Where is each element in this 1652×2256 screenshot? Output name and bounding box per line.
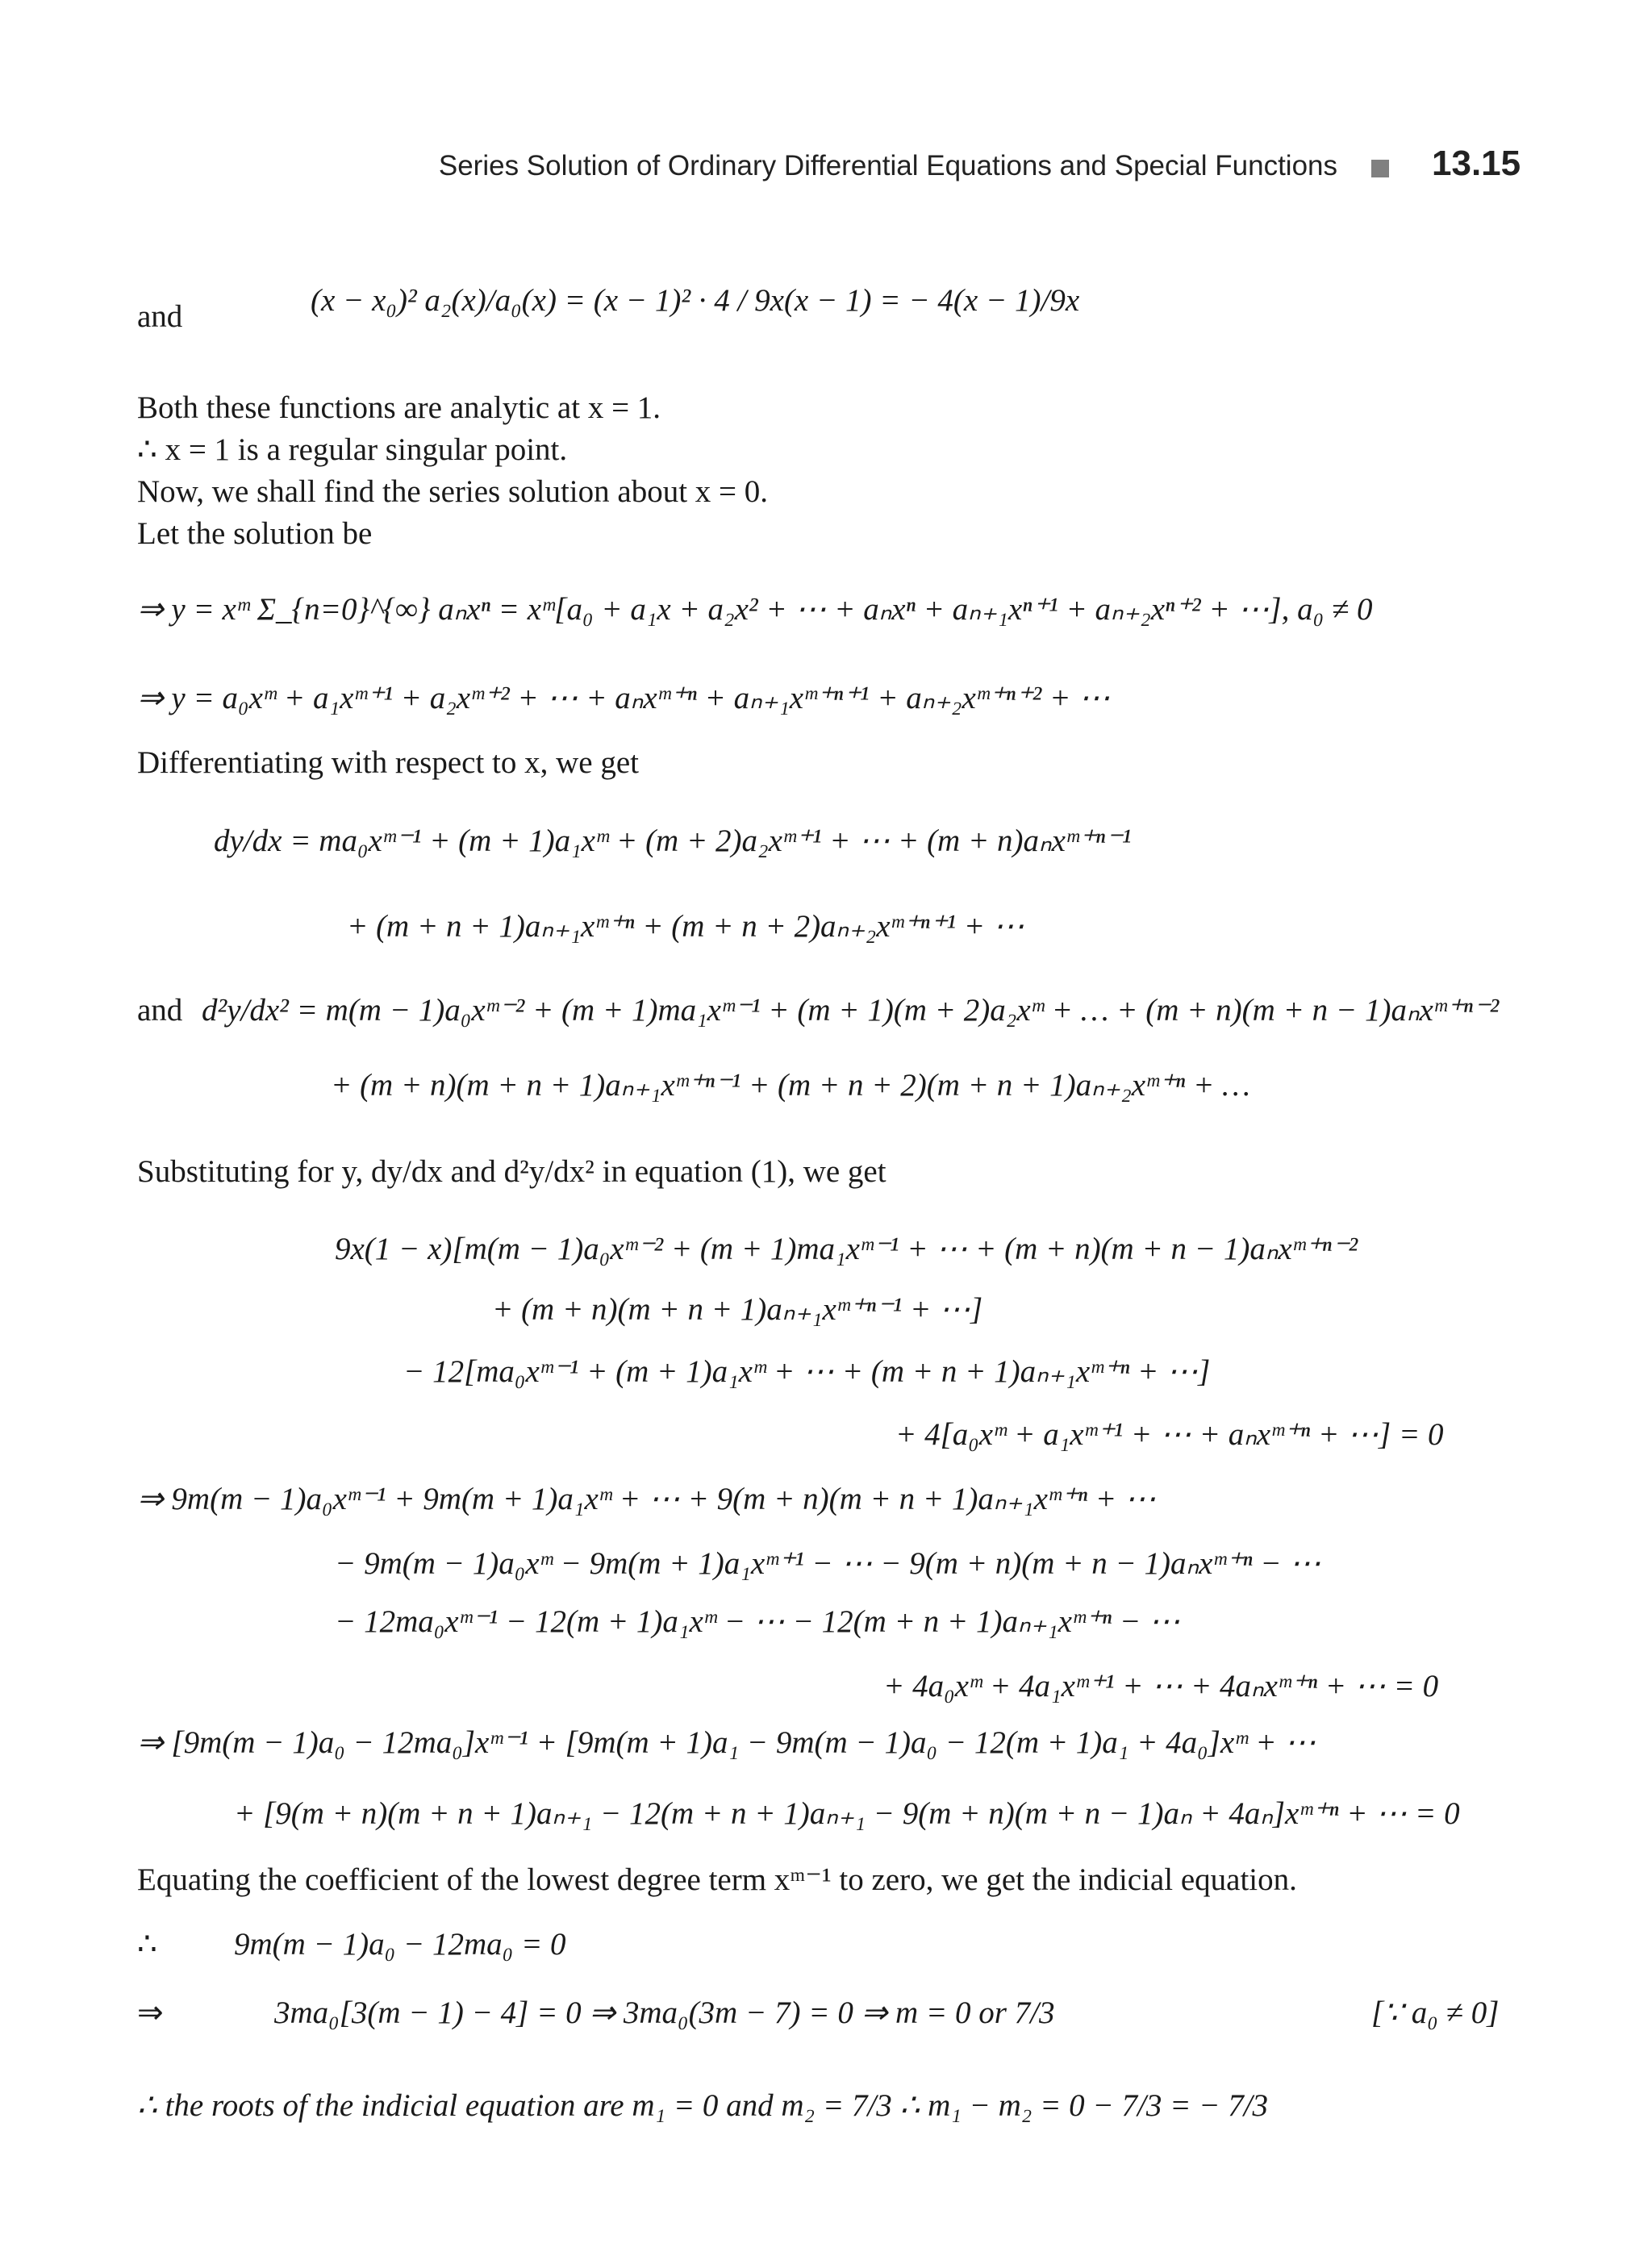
header-square-marker [1371,160,1389,177]
text-let-solution: Let the solution be [137,516,373,551]
equation-substituted-2: + (m + n)(m + n + 1)aₙ₊₁xᵐ⁺ⁿ⁻¹ + ⋯] [492,1292,983,1327]
equation-indicial-solved: 3ma₀[3(m − 1) − 4] = 0 ⇒ 3ma₀(3m − 7) = 0 ⇒ m = 0 or 7/3 [274,1995,1055,2030]
equation-collected-2: + [9(m + n)(m + n + 1)aₙ₊₁ − 12(m + n + 1)aₙ₊₁ − 9(m + n)(m + n − 1)aₙ + 4aₙ]xᵐ⁺ⁿ + ⋯ = 0 [234,1796,1460,1831]
equation-expanded-2: − 9m(m − 1)a₀xᵐ − 9m(m + 1)a₁xᵐ⁺¹ − ⋯ − 9(m + n)(m + n − 1)aₙxᵐ⁺ⁿ − ⋯ [335,1546,1321,1581]
equation-series-sum: ⇒ y = xᵐ Σ_{n=0}^{∞} aₙxⁿ = xᵐ[a₀ + a₁x + a₂x² + ⋯ + aₙxⁿ + aₙ₊₁xⁿ⁺¹ + aₙ₊₂xⁿ⁺² + ⋯], a₀ ≠ 0 [137,592,1373,627]
text-regular-singular: ∴ x = 1 is a regular singular point. [137,432,568,467]
line-and-label-1: and [137,299,183,334]
therefore-symbol: ∴ [137,1927,157,1962]
equation-first-derivative-cont: + (m + n + 1)aₙ₊₁xᵐ⁺ⁿ + (m + n + 2)aₙ₊₂xᵐ⁺ⁿ⁺¹ + ⋯ [347,909,1024,944]
implies-symbol: ⇒ [137,1995,164,2030]
equation-collected-1: ⇒ [9m(m − 1)a₀ − 12ma₀]xᵐ⁻¹ + [9m(m + 1)a₁ − 9m(m − 1)a₀ − 12(m + 1)a₁ + 4a₀]xᵐ + ⋯ [137,1725,1316,1760]
equation-expanded-4: + 4a₀xᵐ + 4a₁xᵐ⁺¹ + ⋯ + 4aₙxᵐ⁺ⁿ + ⋯ = 0 [883,1669,1439,1703]
equation-second-derivative-cont: + (m + n)(m + n + 1)aₙ₊₁xᵐ⁺ⁿ⁻¹ + (m + n + 2)(m + n + 1)aₙ₊₂xᵐ⁺ⁿ + … [331,1068,1250,1103]
equation-series-expanded: ⇒ y = a₀xᵐ + a₁xᵐ⁺¹ + a₂xᵐ⁺² + ⋯ + aₙxᵐ⁺ⁿ + aₙ₊₁xᵐ⁺ⁿ⁺¹ + aₙ₊₂xᵐ⁺ⁿ⁺² + ⋯ [137,681,1111,715]
text-series-about-zero: Now, we shall find the series solution about x = 0. [137,474,769,509]
equation-expanded-3: − 12ma₀xᵐ⁻¹ − 12(m + 1)a₁xᵐ − ⋯ − 12(m + n + 1)aₙ₊₁xᵐ⁺ⁿ − ⋯ [335,1604,1180,1639]
equation-first-derivative: dy/dx = ma₀xᵐ⁻¹ + (m + 1)a₁xᵐ + (m + 2)a₂xᵐ⁺¹ + ⋯ + (m + n)aₙxᵐ⁺ⁿ⁻¹ [214,824,1132,858]
text-roots: ∴ the roots of the indicial equation are m₁ = 0 and m₂ = 7/3 ∴ m₁ − m₂ = 0 − 7/3 = − 7/3 [137,2088,1269,2123]
equation-substituted-3: − 12[ma₀xᵐ⁻¹ + (m + 1)a₁xᵐ + ⋯ + (m + n + 1)aₙ₊₁xᵐ⁺ⁿ + ⋯] [403,1354,1211,1389]
line-and-label-2: and [137,993,183,1028]
equation-substituted-4: + 4[a₀xᵐ + a₁xᵐ⁺¹ + ⋯ + aₙxᵐ⁺ⁿ + ⋯] = 0 [895,1417,1444,1452]
running-header-title: Series Solution of Ordinary Differential Equations and Special Functions [438,150,1337,181]
equation-second-derivative: d²y/dx² = m(m − 1)a₀xᵐ⁻² + (m + 1)ma₁xᵐ⁻¹ + (m + 1)(m + 2)a₂xᵐ + … + (m + n)(m + n − 1)aₙxᵐ⁺ⁿ⁻² [202,993,1500,1028]
text-substituting: Substituting for y, dy/dx and d²y/dx² in equation (1), we get [137,1154,886,1189]
running-header [0,144,1652,192]
page-number: 13.15 [1432,144,1521,183]
equation-coefficient-ratio: (x − x₀)² a₂(x)/a₀(x) = (x − 1)² · 4 / 9x(x − 1) = − 4(x − 1)/9x [311,283,1080,318]
text-differentiating: Differentiating with respect to x, we get [137,745,640,780]
equation-expanded-1: ⇒ 9m(m − 1)a₀xᵐ⁻¹ + 9m(m + 1)a₁xᵐ + ⋯ + 9(m + n)(m + n + 1)aₙ₊₁xᵐ⁺ⁿ + ⋯ [137,1482,1156,1516]
equation-indicial: 9m(m − 1)a₀ − 12ma₀ = 0 [234,1927,566,1962]
note-a0-nonzero: [∵ a₀ ≠ 0] [1371,1995,1500,2030]
text-analytic: Both these functions are analytic at x = 1. [137,390,661,425]
equation-substituted-1: 9x(1 − x)[m(m − 1)a₀xᵐ⁻² + (m + 1)ma₁xᵐ⁻¹ + ⋯ + (m + n)(m + n − 1)aₙxᵐ⁺ⁿ⁻² [335,1232,1358,1266]
text-equating-coefficient: Equating the coefficient of the lowest degree term xᵐ⁻¹ to zero, we get the indicial equation. [137,1862,1297,1897]
